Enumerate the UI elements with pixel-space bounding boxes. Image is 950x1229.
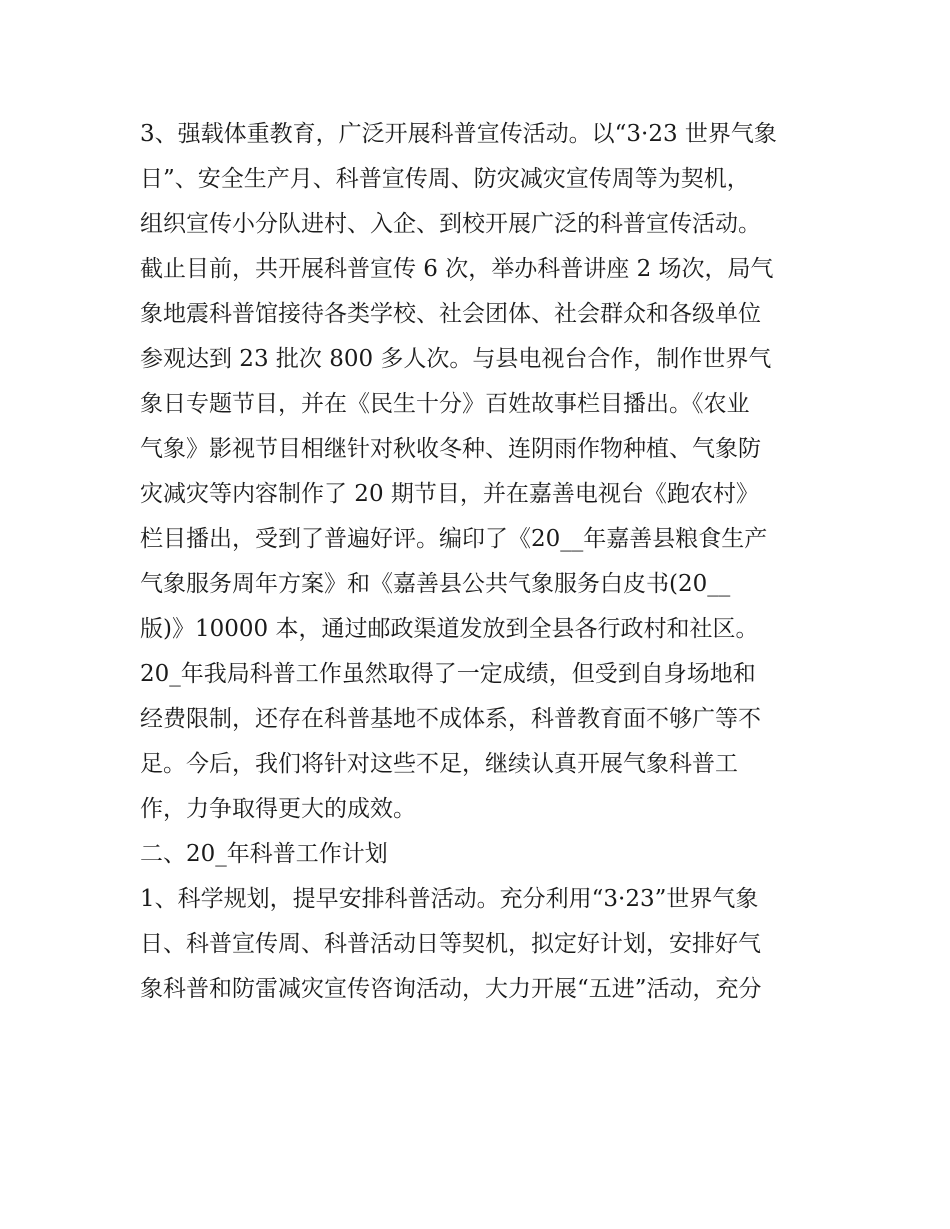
text-line: 气象服务周年方案》和《嘉善县公共气象服务白皮书(20__ [140,571,731,597]
text-line: 象地震科普馆接待各类学校、社会团体、社会群众和各级单位 [140,301,761,327]
text-line: 20_年我局科普工作虽然取得了一定成绩，但受到自身场地和 [140,661,756,687]
text-line: 日、科普宣传周、科普活动日等契机，拟定好计划，安排好气 [140,931,761,957]
document-body [140,112,820,1012]
paragraph-planning [140,877,820,1012]
text-line: 参观达到 23 批次 800 多人次。与县电视台合作，制作世界气 [140,346,772,372]
text-line: 灾减灾等内容制作了 20 期节目，并在嘉善电视台《跑农村》 [140,481,759,507]
text-line: 象科普和防雷减灾宣传咨询活动，大力开展“五进”活动，充分 [140,976,762,1002]
text-line: 组织宣传小分队进村、入企、到校开展广泛的科普宣传活动。 [140,211,761,237]
text-line: 3、强载体重教育，广泛开展科普宣传活动。以“3·23 世界气象 [140,121,777,147]
heading-line: 二、20_年科普工作计划 [140,841,388,867]
text-line: 1、科学规划，提早安排科普活动。充分利用“3·23”世界气象 [140,886,759,912]
text-line: 版)》10000 本，通过邮政渠道发放到全县各行政村和社区。 [140,616,759,642]
text-line: 经费限制，还存在科普基地不成体系，科普教育面不够广等不 [140,706,761,732]
paragraph-shortcomings [140,652,820,832]
section-heading-plan [140,832,820,877]
text-line: 气象》影视节目相继针对秋收冬种、连阴雨作物种植、气象防 [140,436,761,462]
text-line: 栏目播出，受到了普遍好评。编印了《20__年嘉善县粮食生产 [140,526,768,552]
text-line: 截止目前，共开展科普宣传 6 次，举办科普讲座 2 场次，局气 [140,256,774,282]
text-line: 象日专题节目，并在《民生十分》百姓故事栏目播出。《农业 [140,391,750,417]
paragraph-science-publicity [140,112,820,652]
text-line: 作，力争取得更大的成效。 [140,796,416,822]
text-line: 日”、安全生产月、科普宣传周、防灾减灾宣传周等为契机， [140,166,750,192]
text-line: 足。今后，我们将针对这些不足，继续认真开展气象科普工 [140,751,738,777]
